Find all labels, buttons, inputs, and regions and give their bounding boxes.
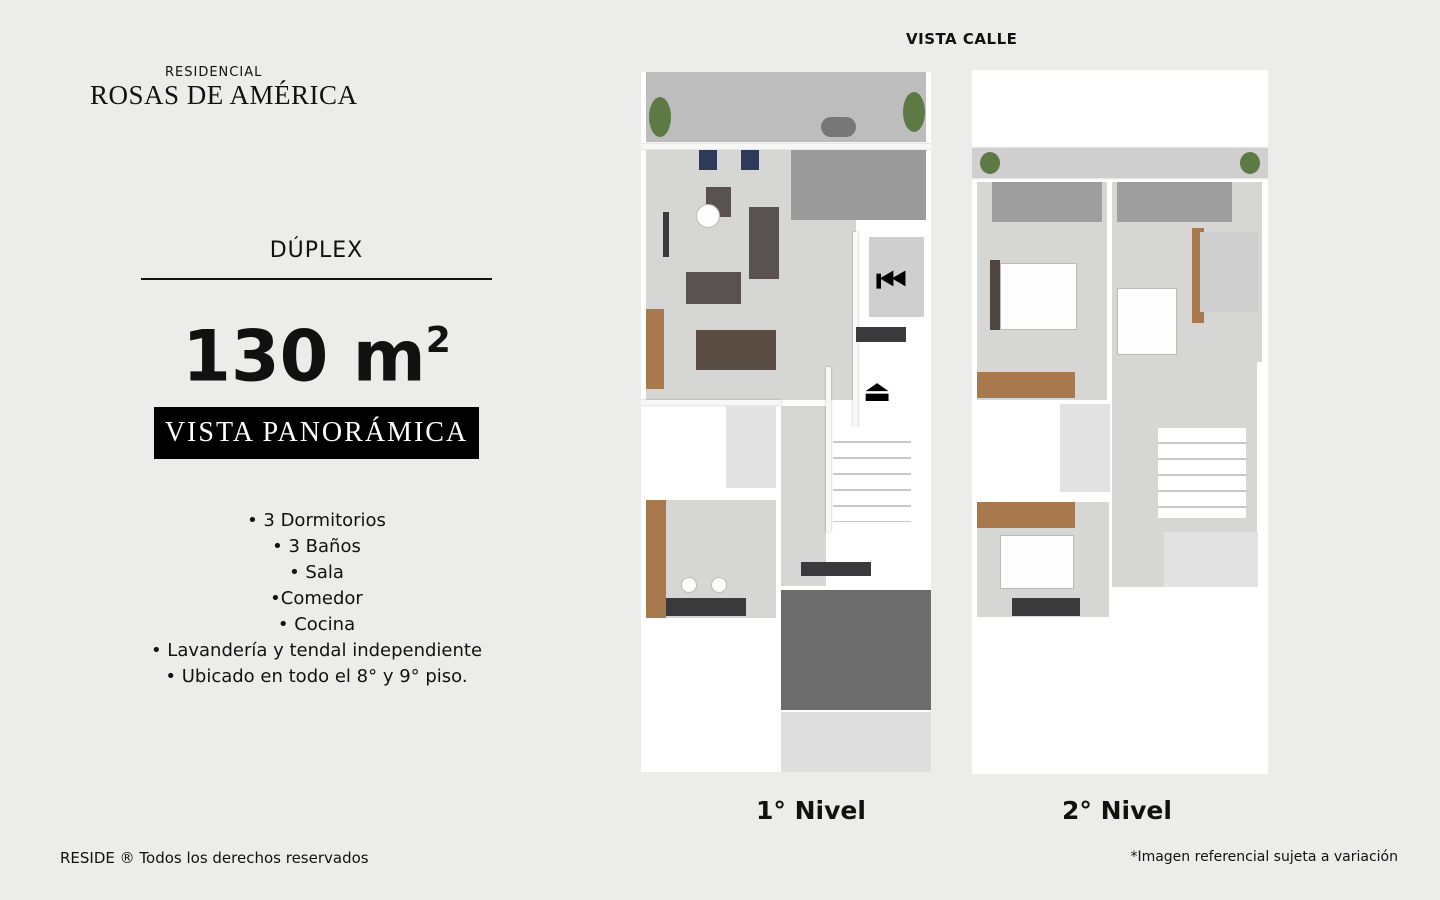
terrace — [791, 150, 926, 220]
chair — [699, 150, 717, 170]
feature-item: • Sala — [289, 562, 344, 583]
sofa — [749, 207, 779, 279]
kitchen-counter — [646, 500, 666, 618]
hallway — [781, 406, 826, 586]
stool — [711, 577, 727, 593]
wall — [826, 367, 831, 532]
feature-item: • Ubicado en todo el 8° y 9° piso. — [165, 666, 468, 687]
wall — [641, 400, 781, 405]
floor-plan-level-2 — [972, 70, 1268, 774]
feature-item: • 3 Baños — [272, 536, 361, 557]
brand-logo: ROSAS DE AMÉRICA — [90, 80, 358, 110]
bed — [1000, 535, 1074, 589]
plant — [980, 152, 1000, 174]
plant — [1240, 152, 1260, 174]
kitchen-counter — [666, 598, 746, 616]
floor-plan-level-1 — [641, 72, 931, 772]
area-value: 130 m — [182, 315, 426, 398]
sideboard — [646, 309, 664, 389]
balcony — [1117, 182, 1232, 222]
balcony — [992, 182, 1102, 222]
divider — [141, 278, 492, 280]
bathroom — [1164, 532, 1258, 587]
level-2-label: 2° Nivel — [1062, 796, 1172, 825]
disclaimer-text: *Imagen referencial sujeta a variación — [1130, 849, 1398, 865]
tv — [663, 212, 669, 257]
dining-table — [696, 330, 776, 370]
unit-type: DÚPLEX — [269, 238, 364, 263]
counter — [801, 562, 871, 576]
desk — [1012, 598, 1080, 616]
feature-item: •Comedor — [270, 588, 363, 609]
area-exponent: 2 — [425, 320, 451, 361]
bathroom — [726, 406, 776, 488]
bed — [1117, 288, 1177, 355]
headboard — [990, 260, 1000, 330]
wardrobe — [977, 502, 1075, 528]
street-view-label: VISTA CALLE — [906, 30, 1018, 48]
balcony — [646, 72, 926, 142]
chair — [741, 150, 759, 170]
bathroom — [1060, 404, 1110, 492]
feature-item: • Lavandería y tendal independiente — [150, 640, 483, 661]
counter — [856, 327, 906, 342]
features-list — [120, 508, 513, 690]
sofa — [686, 272, 741, 304]
wardrobe — [977, 372, 1075, 398]
unit-area — [141, 300, 492, 401]
plant — [903, 92, 925, 132]
plant — [649, 97, 671, 137]
bed — [1000, 263, 1077, 330]
grill — [821, 117, 856, 137]
copyright-text: RESIDE ® Todos los derechos reservados — [60, 849, 369, 867]
closet — [1200, 232, 1258, 312]
wall — [972, 148, 1268, 178]
landing — [781, 712, 931, 772]
feature-item: • 3 Dormitorios — [247, 510, 386, 531]
coffee-table — [696, 204, 720, 228]
eject-icon[interactable]: ⏏ — [863, 374, 892, 409]
skip-previous-icon[interactable]: ⏮ — [876, 261, 907, 301]
elevator-lobby — [781, 590, 931, 710]
staircase — [833, 427, 911, 522]
staircase — [1158, 428, 1246, 518]
brand-small: RESIDENCIAL — [165, 65, 263, 80]
level-1-label: 1° Nivel — [756, 796, 866, 825]
stool — [681, 577, 697, 593]
view-banner: VISTA PANORÁMICA — [154, 407, 479, 459]
wall — [641, 144, 931, 149]
feature-item: • Cocina — [277, 614, 356, 635]
